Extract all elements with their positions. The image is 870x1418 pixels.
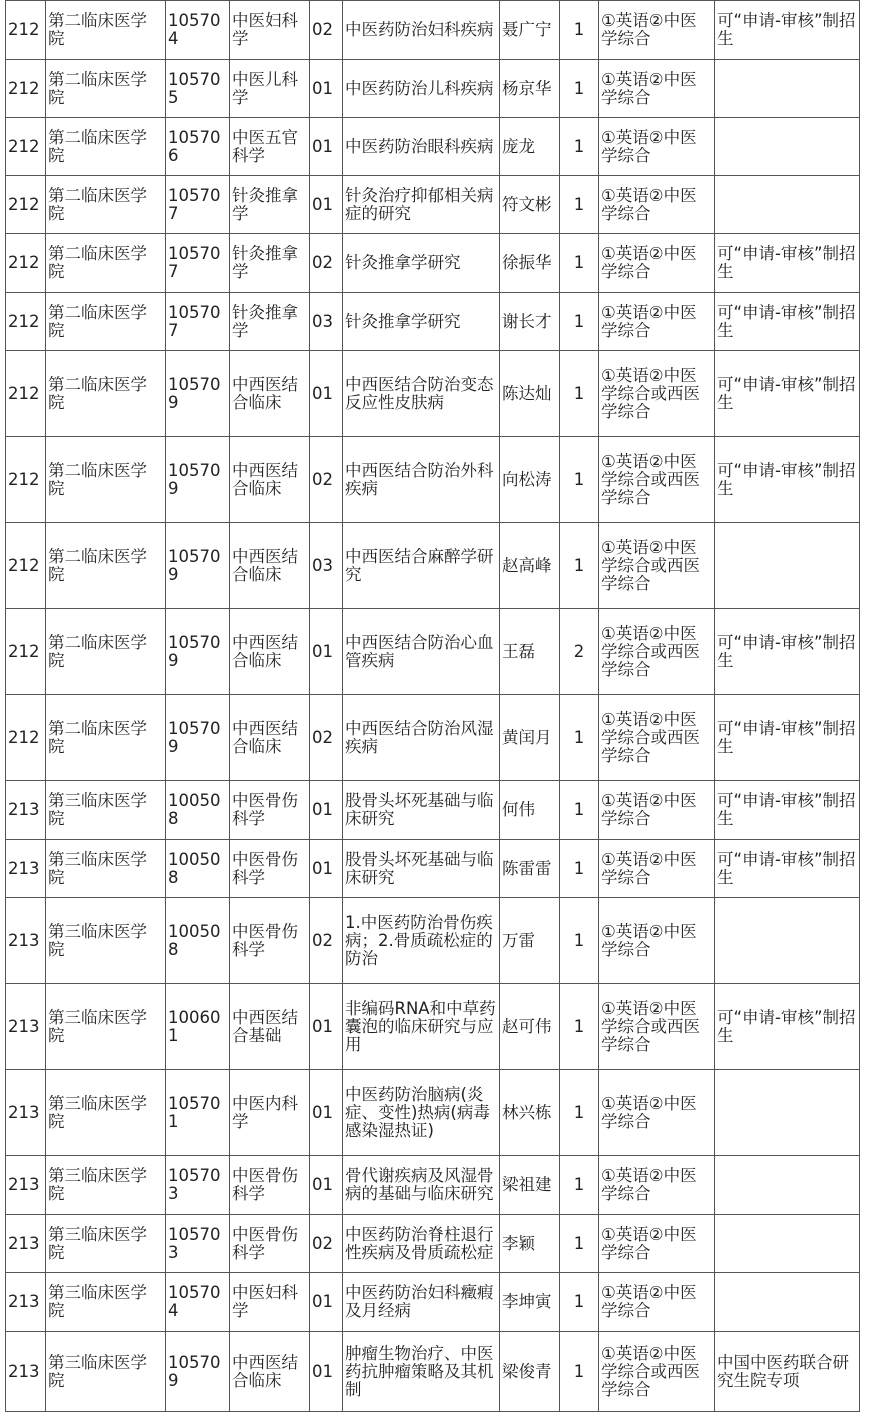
research-direction-cell: 中医药防治脊柱退行性疾病及骨质疏松症 — [343, 1215, 500, 1273]
table-row — [6, 1273, 860, 1332]
unit-name-cell: 第三临床医学院 — [46, 984, 166, 1070]
unit-code-cell: 212 — [6, 176, 46, 234]
research-direction-cell: 中医药防治眼科疾病 — [343, 118, 500, 176]
remarks-cell: 可“申请-审核”制招生 — [715, 609, 860, 695]
table-body — [6, 1, 860, 1412]
exam-subjects-cell: ①英语②中医学综合 — [599, 118, 715, 176]
remarks-cell: 可“申请-审核”制招生 — [715, 351, 860, 437]
exam-subjects-cell: ①英语②中医学综合或西医学综合 — [599, 984, 715, 1070]
direction-code-cell: 01 — [310, 1156, 343, 1215]
direction-code-cell: 01 — [310, 984, 343, 1070]
major-code-cell: 105707 — [166, 176, 230, 234]
major-name-cell: 针灸推拿学 — [230, 293, 310, 351]
major-code-cell: 105704 — [166, 1, 230, 60]
unit-name-cell: 第三临床医学院 — [46, 898, 166, 984]
exam-subjects-cell: ①英语②中医学综合 — [599, 1, 715, 60]
supervisor-cell: 林兴栋 — [500, 1070, 560, 1156]
table-row — [6, 351, 860, 437]
unit-code-cell: 213 — [6, 898, 46, 984]
quota-cell: 1 — [560, 118, 599, 176]
direction-code-cell: 01 — [310, 351, 343, 437]
unit-name-cell: 第三临床医学院 — [46, 1332, 166, 1412]
admissions-table — [5, 0, 860, 1412]
exam-subjects-cell: ①英语②中医学综合 — [599, 60, 715, 118]
major-code-cell: 100601 — [166, 984, 230, 1070]
supervisor-cell: 陈达灿 — [500, 351, 560, 437]
major-name-cell: 中医妇科学 — [230, 1273, 310, 1332]
supervisor-cell: 向松涛 — [500, 437, 560, 523]
research-direction-cell: 中西医结合防治风湿疾病 — [343, 695, 500, 781]
supervisor-cell: 谢长才 — [500, 293, 560, 351]
supervisor-cell: 黄闰月 — [500, 695, 560, 781]
direction-code-cell: 01 — [310, 1273, 343, 1332]
exam-subjects-cell: ①英语②中医学综合 — [599, 234, 715, 293]
unit-name-cell: 第二临床医学院 — [46, 118, 166, 176]
major-name-cell: 中医五官科学 — [230, 118, 310, 176]
remarks-cell — [715, 1070, 860, 1156]
table-row — [6, 523, 860, 609]
research-direction-cell: 中西医结合防治变态反应性皮肤病 — [343, 351, 500, 437]
exam-subjects-cell: ①英语②中医学综合或西医学综合 — [599, 695, 715, 781]
exam-subjects-cell: ①英语②中医学综合或西医学综合 — [599, 351, 715, 437]
major-code-cell: 105704 — [166, 1273, 230, 1332]
table-row — [6, 1, 860, 60]
unit-name-cell: 第三临床医学院 — [46, 1070, 166, 1156]
remarks-cell — [715, 1215, 860, 1273]
supervisor-cell: 李坤寅 — [500, 1273, 560, 1332]
major-code-cell: 105709 — [166, 609, 230, 695]
unit-name-cell: 第三临床医学院 — [46, 1273, 166, 1332]
supervisor-cell: 聂广宁 — [500, 1, 560, 60]
table-row — [6, 1070, 860, 1156]
remarks-cell — [715, 60, 860, 118]
table-row — [6, 118, 860, 176]
quota-cell: 2 — [560, 609, 599, 695]
supervisor-cell: 庞龙 — [500, 118, 560, 176]
remarks-cell: 可“申请-审核”制招生 — [715, 840, 860, 898]
remarks-cell — [715, 1156, 860, 1215]
exam-subjects-cell: ①英语②中医学综合 — [599, 176, 715, 234]
research-direction-cell: 中医药防治脑病(炎症、变性)热病(病毒感染湿热证) — [343, 1070, 500, 1156]
unit-code-cell: 212 — [6, 293, 46, 351]
major-code-cell: 105701 — [166, 1070, 230, 1156]
remarks-cell — [715, 898, 860, 984]
quota-cell: 1 — [560, 60, 599, 118]
research-direction-cell: 股骨头坏死基础与临床研究 — [343, 781, 500, 840]
quota-cell: 1 — [560, 523, 599, 609]
unit-name-cell: 第二临床医学院 — [46, 523, 166, 609]
supervisor-cell: 徐振华 — [500, 234, 560, 293]
unit-name-cell: 第二临床医学院 — [46, 437, 166, 523]
direction-code-cell: 02 — [310, 898, 343, 984]
major-name-cell: 中医内科学 — [230, 1070, 310, 1156]
major-code-cell: 105709 — [166, 695, 230, 781]
unit-code-cell: 212 — [6, 695, 46, 781]
table-row — [6, 176, 860, 234]
direction-code-cell: 01 — [310, 609, 343, 695]
direction-code-cell: 02 — [310, 695, 343, 781]
exam-subjects-cell: ①英语②中医学综合 — [599, 898, 715, 984]
unit-code-cell: 213 — [6, 1070, 46, 1156]
major-name-cell: 中医儿科学 — [230, 60, 310, 118]
research-direction-cell: 中西医结合麻醉学研究 — [343, 523, 500, 609]
quota-cell: 1 — [560, 437, 599, 523]
unit-code-cell: 212 — [6, 1, 46, 60]
quota-cell: 1 — [560, 840, 599, 898]
exam-subjects-cell: ①英语②中医学综合或西医学综合 — [599, 437, 715, 523]
research-direction-cell: 针灸推拿学研究 — [343, 293, 500, 351]
supervisor-cell: 符文彬 — [500, 176, 560, 234]
supervisor-cell: 陈雷雷 — [500, 840, 560, 898]
major-code-cell: 105705 — [166, 60, 230, 118]
major-name-cell: 中医骨伤科学 — [230, 1156, 310, 1215]
remarks-cell: 可“申请-审核”制招生 — [715, 437, 860, 523]
table-row — [6, 898, 860, 984]
research-direction-cell: 肿瘤生物治疗、中医药抗肿瘤策略及其机制 — [343, 1332, 500, 1412]
exam-subjects-cell: ①英语②中医学综合或西医学综合 — [599, 523, 715, 609]
unit-code-cell: 212 — [6, 118, 46, 176]
quota-cell: 1 — [560, 234, 599, 293]
research-direction-cell: 中医药防治妇科疾病 — [343, 1, 500, 60]
exam-subjects-cell: ①英语②中医学综合 — [599, 1273, 715, 1332]
exam-subjects-cell: ①英语②中医学综合 — [599, 1215, 715, 1273]
quota-cell: 1 — [560, 1070, 599, 1156]
direction-code-cell: 01 — [310, 840, 343, 898]
exam-subjects-cell: ①英语②中医学综合 — [599, 1070, 715, 1156]
remarks-cell: 可“申请-审核”制招生 — [715, 1, 860, 60]
quota-cell: 1 — [560, 1, 599, 60]
quota-cell: 1 — [560, 176, 599, 234]
quota-cell: 1 — [560, 781, 599, 840]
direction-code-cell: 03 — [310, 293, 343, 351]
table-row — [6, 609, 860, 695]
unit-name-cell: 第二临床医学院 — [46, 351, 166, 437]
table-row — [6, 695, 860, 781]
quota-cell: 1 — [560, 351, 599, 437]
remarks-cell — [715, 118, 860, 176]
quota-cell: 1 — [560, 293, 599, 351]
unit-code-cell: 212 — [6, 437, 46, 523]
unit-code-cell: 212 — [6, 234, 46, 293]
major-name-cell: 中医骨伤科学 — [230, 1215, 310, 1273]
quota-cell: 1 — [560, 898, 599, 984]
direction-code-cell: 01 — [310, 60, 343, 118]
major-name-cell: 中西医结合基础 — [230, 984, 310, 1070]
major-code-cell: 105703 — [166, 1215, 230, 1273]
supervisor-cell: 赵高峰 — [500, 523, 560, 609]
unit-code-cell: 213 — [6, 1215, 46, 1273]
research-direction-cell: 骨代谢疾病及风湿骨病的基础与临床研究 — [343, 1156, 500, 1215]
direction-code-cell: 01 — [310, 1070, 343, 1156]
unit-name-cell: 第三临床医学院 — [46, 781, 166, 840]
major-code-cell: 100508 — [166, 781, 230, 840]
research-direction-cell: 针灸治疗抑郁相关病症的研究 — [343, 176, 500, 234]
unit-code-cell: 212 — [6, 60, 46, 118]
research-direction-cell: 中西医结合防治外科疾病 — [343, 437, 500, 523]
unit-name-cell: 第三临床医学院 — [46, 1156, 166, 1215]
supervisor-cell: 梁俊青 — [500, 1332, 560, 1412]
major-code-cell: 105709 — [166, 523, 230, 609]
table-row — [6, 1215, 860, 1273]
major-name-cell: 中西医结合临床 — [230, 523, 310, 609]
quota-cell: 1 — [560, 1156, 599, 1215]
supervisor-cell: 王磊 — [500, 609, 560, 695]
supervisor-cell: 万雷 — [500, 898, 560, 984]
table-row — [6, 60, 860, 118]
exam-subjects-cell: ①英语②中医学综合 — [599, 781, 715, 840]
quota-cell: 1 — [560, 984, 599, 1070]
major-name-cell: 中西医结合临床 — [230, 351, 310, 437]
unit-code-cell: 213 — [6, 1332, 46, 1412]
major-name-cell: 中西医结合临床 — [230, 609, 310, 695]
major-name-cell: 中西医结合临床 — [230, 1332, 310, 1412]
research-direction-cell: 中西医结合防治心血管疾病 — [343, 609, 500, 695]
remarks-cell — [715, 176, 860, 234]
remarks-cell: 可“申请-审核”制招生 — [715, 781, 860, 840]
major-name-cell: 中西医结合临床 — [230, 695, 310, 781]
table-row — [6, 1332, 860, 1412]
unit-name-cell: 第二临床医学院 — [46, 293, 166, 351]
direction-code-cell: 02 — [310, 234, 343, 293]
direction-code-cell: 02 — [310, 1215, 343, 1273]
major-code-cell: 105709 — [166, 437, 230, 523]
major-code-cell: 105709 — [166, 1332, 230, 1412]
research-direction-cell: 中医药防治妇科癥瘕及月经病 — [343, 1273, 500, 1332]
remarks-cell: 可“申请-审核”制招生 — [715, 695, 860, 781]
research-direction-cell: 1.中医药防治骨伤疾病；2.骨质疏松症的防治 — [343, 898, 500, 984]
unit-code-cell: 212 — [6, 523, 46, 609]
supervisor-cell: 何伟 — [500, 781, 560, 840]
unit-name-cell: 第二临床医学院 — [46, 1, 166, 60]
unit-name-cell: 第二临床医学院 — [46, 234, 166, 293]
research-direction-cell: 中医药防治儿科疾病 — [343, 60, 500, 118]
major-name-cell: 中医骨伤科学 — [230, 840, 310, 898]
exam-subjects-cell: ①英语②中医学综合 — [599, 293, 715, 351]
table-row — [6, 437, 860, 523]
unit-code-cell: 213 — [6, 1273, 46, 1332]
unit-name-cell: 第二临床医学院 — [46, 176, 166, 234]
major-name-cell: 中医骨伤科学 — [230, 781, 310, 840]
exam-subjects-cell: ①英语②中医学综合或西医学综合 — [599, 609, 715, 695]
supervisor-cell: 梁祖建 — [500, 1156, 560, 1215]
remarks-cell: 可“申请-审核”制招生 — [715, 234, 860, 293]
major-name-cell: 针灸推拿学 — [230, 234, 310, 293]
supervisor-cell: 李颖 — [500, 1215, 560, 1273]
major-code-cell: 105706 — [166, 118, 230, 176]
supervisor-cell: 赵可伟 — [500, 984, 560, 1070]
exam-subjects-cell: ①英语②中医学综合 — [599, 840, 715, 898]
major-name-cell: 针灸推拿学 — [230, 176, 310, 234]
major-code-cell: 100508 — [166, 840, 230, 898]
major-code-cell: 105703 — [166, 1156, 230, 1215]
exam-subjects-cell: ①英语②中医学综合或西医学综合 — [599, 1332, 715, 1412]
unit-name-cell: 第二临床医学院 — [46, 695, 166, 781]
unit-name-cell: 第二临床医学院 — [46, 609, 166, 695]
unit-code-cell: 212 — [6, 609, 46, 695]
remarks-cell: 可“申请-审核”制招生 — [715, 984, 860, 1070]
major-name-cell: 中西医结合临床 — [230, 437, 310, 523]
unit-code-cell: 213 — [6, 984, 46, 1070]
table-row — [6, 781, 860, 840]
table-row — [6, 234, 860, 293]
remarks-cell — [715, 523, 860, 609]
unit-code-cell: 213 — [6, 1156, 46, 1215]
quota-cell: 1 — [560, 1215, 599, 1273]
unit-code-cell: 213 — [6, 781, 46, 840]
remarks-cell — [715, 1273, 860, 1332]
quota-cell: 1 — [560, 1273, 599, 1332]
direction-code-cell: 01 — [310, 781, 343, 840]
direction-code-cell: 01 — [310, 118, 343, 176]
major-code-cell: 105709 — [166, 351, 230, 437]
unit-name-cell: 第三临床医学院 — [46, 840, 166, 898]
direction-code-cell: 01 — [310, 1332, 343, 1412]
table-row — [6, 984, 860, 1070]
research-direction-cell: 针灸推拿学研究 — [343, 234, 500, 293]
quota-cell: 1 — [560, 695, 599, 781]
supervisor-cell: 杨京华 — [500, 60, 560, 118]
major-code-cell: 100508 — [166, 898, 230, 984]
direction-code-cell: 02 — [310, 1, 343, 60]
major-name-cell: 中医骨伤科学 — [230, 898, 310, 984]
major-code-cell: 105707 — [166, 234, 230, 293]
exam-subjects-cell: ①英语②中医学综合 — [599, 1156, 715, 1215]
research-direction-cell: 股骨头坏死基础与临床研究 — [343, 840, 500, 898]
major-code-cell: 105707 — [166, 293, 230, 351]
direction-code-cell: 03 — [310, 523, 343, 609]
table-row — [6, 1156, 860, 1215]
direction-code-cell: 02 — [310, 437, 343, 523]
remarks-cell: 可“申请-审核”制招生 — [715, 293, 860, 351]
unit-name-cell: 第三临床医学院 — [46, 1215, 166, 1273]
unit-code-cell: 212 — [6, 351, 46, 437]
research-direction-cell: 非编码RNA和中草药囊泡的临床研究与应用 — [343, 984, 500, 1070]
direction-code-cell: 01 — [310, 176, 343, 234]
remarks-cell: 中国中医药联合研究生院专项 — [715, 1332, 860, 1412]
table-row — [6, 840, 860, 898]
major-name-cell: 中医妇科学 — [230, 1, 310, 60]
table-row — [6, 293, 860, 351]
unit-name-cell: 第二临床医学院 — [46, 60, 166, 118]
quota-cell: 1 — [560, 1332, 599, 1412]
unit-code-cell: 213 — [6, 840, 46, 898]
